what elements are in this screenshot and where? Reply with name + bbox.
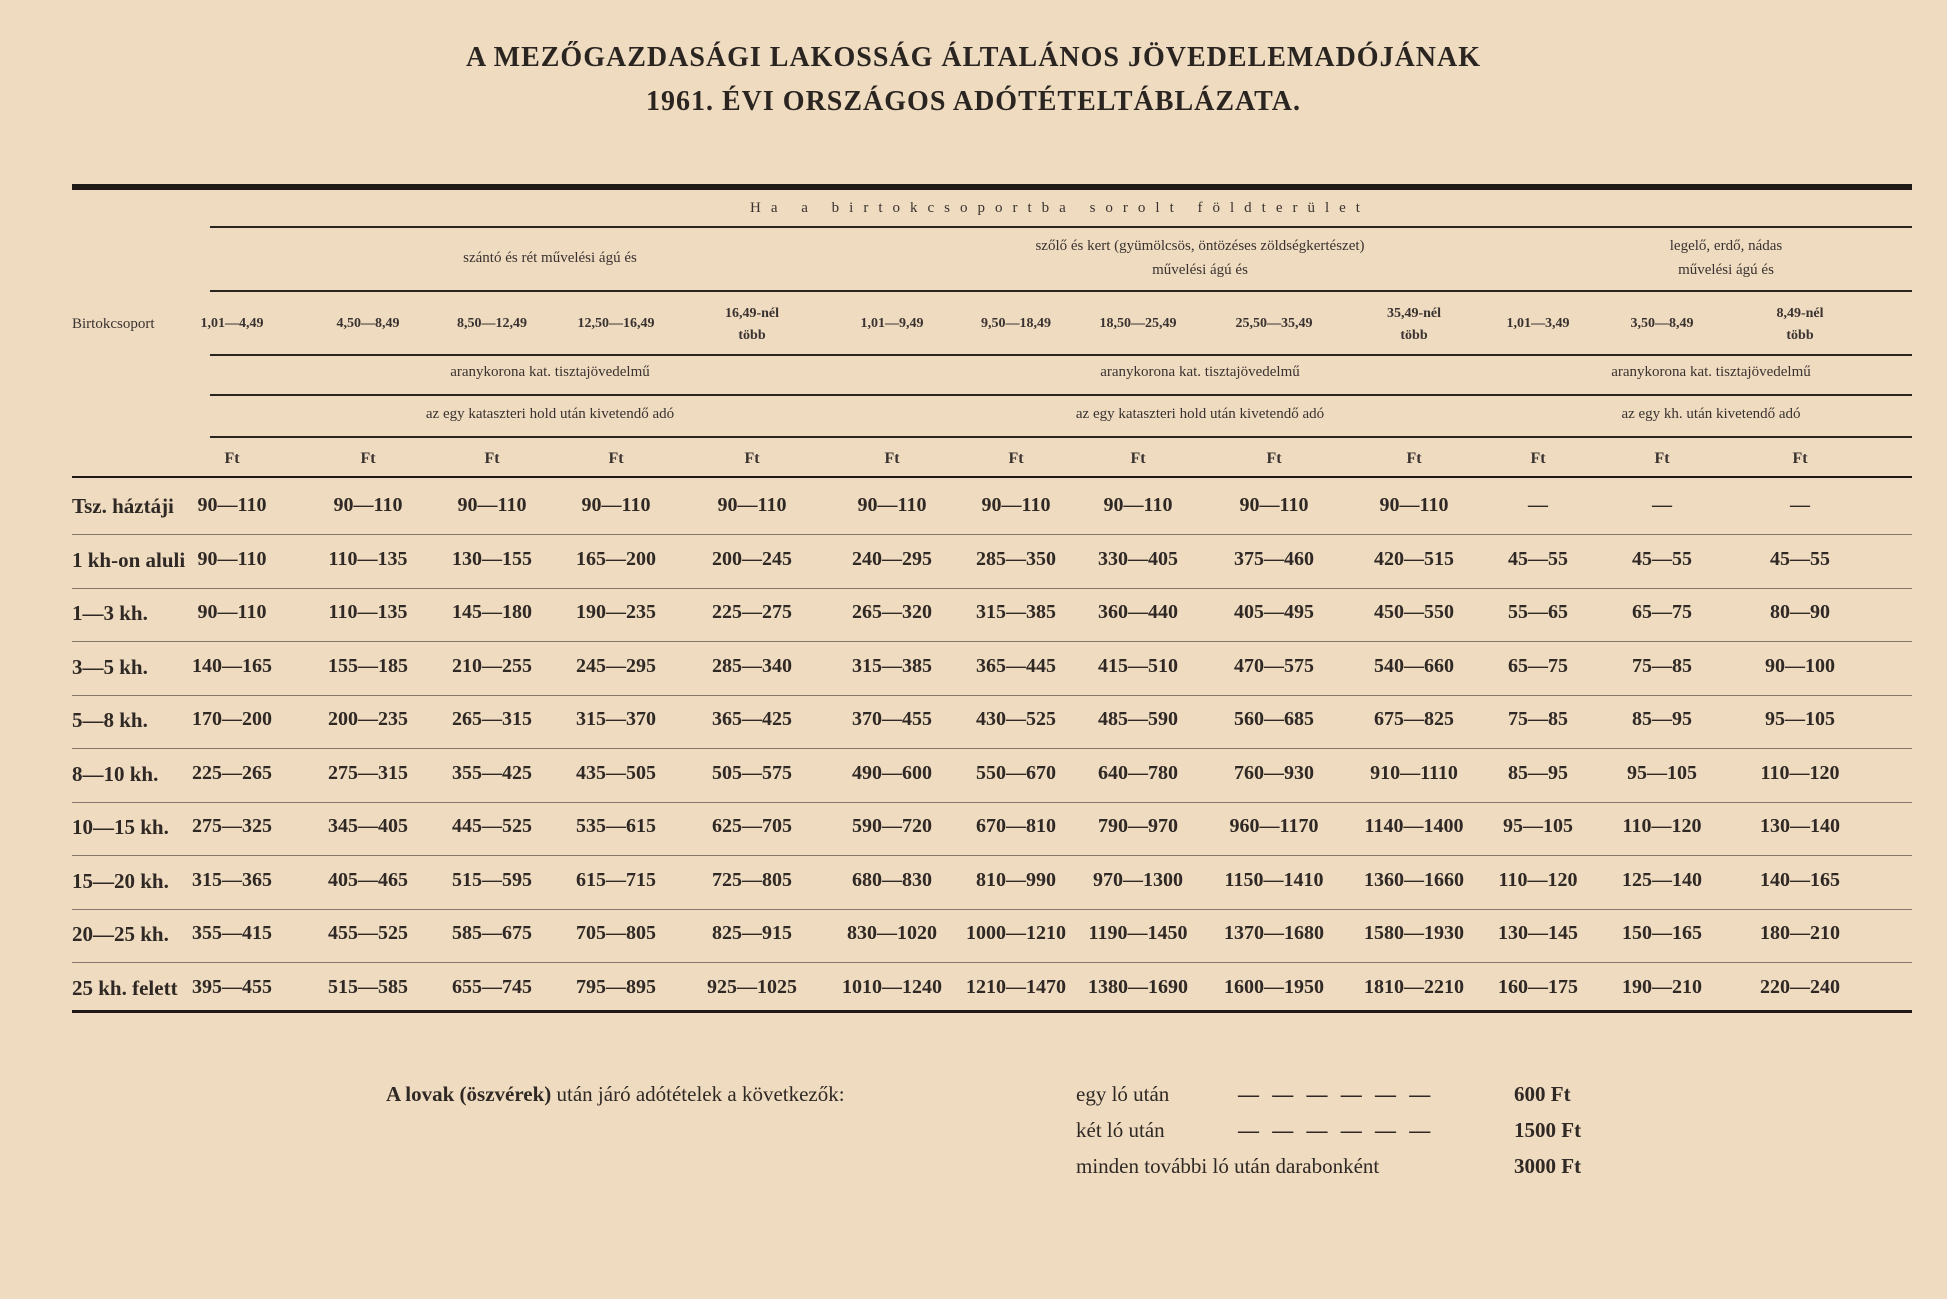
tax-cell: 150—165 — [1622, 922, 1702, 944]
tax-cell: 90—110 — [457, 494, 527, 516]
tax-cell: 140—165 — [1760, 868, 1840, 891]
tax-cell: 1580—1930 — [1364, 922, 1464, 944]
tax-cell: 240—295 — [852, 547, 932, 570]
tax-cell: 1370—1680 — [1224, 922, 1324, 944]
range-header-line1: 35,49-nél — [1386, 306, 1442, 321]
tax-cell: 370—455 — [852, 708, 932, 730]
tax-cell: 265—320 — [852, 601, 932, 623]
tax-cell: 190—235 — [576, 601, 656, 623]
tax-cell: 90—110 — [857, 494, 927, 516]
tax-cell: 445—525 — [452, 815, 532, 837]
tax-cell: 165—200 — [576, 547, 656, 570]
tax-cell: 90—110 — [1103, 494, 1173, 516]
tax-cell: 200—245 — [712, 547, 792, 570]
unit-label: Ft — [1406, 450, 1422, 467]
group1-title: szántó és rét művelési ágú és — [463, 250, 637, 266]
row-label: 25 kh. felett — [72, 975, 178, 1000]
tax-cell: 90—110 — [981, 494, 1051, 516]
tax-cell: 615—715 — [576, 868, 656, 891]
range-header: 18,50—25,49 — [1099, 316, 1177, 331]
row-label: 5—8 kh. — [72, 708, 148, 732]
tax-cell: 95—105 — [1765, 708, 1835, 730]
row-label: 3—5 kh. — [72, 654, 148, 679]
unit-label: Ft — [484, 450, 500, 467]
tax-cell: 90—110 — [1379, 494, 1449, 516]
tax-cell: 110—135 — [328, 601, 408, 623]
horses-intro-bold1: A lovak — [386, 1082, 455, 1106]
horses-intro-bold2: (öszvérek) — [459, 1082, 552, 1106]
tax-cell: 45—55 — [1770, 547, 1830, 570]
horse-item-amount: 600 Ft — [1514, 1082, 1571, 1106]
range-header-line2: több — [1786, 328, 1814, 343]
tax-cell: 180—210 — [1760, 922, 1840, 944]
group3-title-line2: művelési ágú és — [1678, 262, 1774, 278]
tax-cell: 405—465 — [328, 868, 408, 891]
tax-cell: 540—660 — [1374, 654, 1454, 677]
tax-cell: 590—720 — [852, 815, 932, 837]
horse-item-amount: 1500 Ft — [1514, 1118, 1582, 1142]
horse-item-label: két ló után — [1076, 1118, 1165, 1142]
tax-cell: 910—1110 — [1370, 761, 1458, 784]
range-header: 8,50—12,49 — [457, 316, 527, 331]
header-top: Ha a birtokcsoportba sorolt földterület — [750, 200, 1370, 216]
tax-cell: 80—90 — [1770, 601, 1830, 623]
tax-cell: 825—915 — [712, 922, 792, 944]
tax-cell: 90—100 — [1765, 654, 1835, 677]
horse-item-amount: 3000 Ft — [1514, 1154, 1582, 1178]
unit-label: Ft — [360, 450, 376, 467]
tax-cell: 315—385 — [852, 654, 932, 677]
range-header: 4,50—8,49 — [336, 316, 400, 331]
document-title-line1: A MEZŐGAZDASÁGI LAKOSSÁG ÁLTALÁNOS JÖVEDELEMADÓJÁNAK — [465, 42, 1482, 73]
unit-label: Ft — [1792, 450, 1808, 467]
tax-cell: 130—145 — [1498, 922, 1578, 944]
tax-cell: 315—370 — [576, 708, 656, 730]
row-divider — [72, 695, 1912, 696]
tax-cell: 670—810 — [976, 815, 1056, 837]
tax-cell: 130—155 — [452, 547, 532, 570]
tax-cell: 75—85 — [1632, 654, 1692, 677]
tax-label-1: az egy kataszteri hold után kivetendő adó — [425, 406, 675, 422]
tax-cell: 550—670 — [976, 761, 1056, 784]
tax-cell: 225—275 — [712, 601, 792, 623]
tax-cell: 960—1170 — [1229, 815, 1319, 837]
row-divider — [72, 962, 1912, 963]
unit-label: Ft — [1266, 450, 1282, 467]
tax-cell: 210—255 — [452, 654, 532, 677]
unit-label: Ft — [744, 450, 760, 467]
tax-cell: 85—95 — [1508, 761, 1568, 784]
tax-cell: 160—175 — [1498, 975, 1578, 998]
row-divider — [72, 909, 1912, 910]
tax-cell: 830—1020 — [847, 922, 937, 944]
tax-cell: 65—75 — [1632, 601, 1692, 623]
tax-cell: 225—265 — [192, 761, 272, 784]
tax-cell: 90—110 — [581, 494, 651, 516]
tax-cell: 90—110 — [717, 494, 787, 516]
tax-cell: 810—990 — [976, 868, 1056, 891]
tax-cell: 315—365 — [192, 868, 272, 891]
row-divider — [72, 641, 1912, 642]
row-label: 1—3 kh. — [72, 601, 148, 625]
header-rule-2 — [210, 290, 1912, 292]
horses-intro-rest: után járó adótételek a következők: — [556, 1082, 845, 1106]
tax-cell: 970—1300 — [1093, 868, 1183, 891]
tax-cell: 140—165 — [192, 654, 272, 677]
range-header: 3,50—8,49 — [1630, 316, 1694, 331]
tax-cell: 90—110 — [1239, 494, 1309, 516]
tax-cell: 85—95 — [1632, 708, 1692, 730]
tax-cell: 170—200 — [192, 708, 272, 730]
tax-cell: 790—970 — [1098, 815, 1178, 837]
tax-cell: 345—405 — [328, 815, 408, 837]
range-header: 25,50—35,49 — [1235, 316, 1313, 331]
horses-intro — [386, 1082, 845, 1107]
tax-cell: 200—235 — [328, 708, 408, 730]
tax-cell: 560—685 — [1234, 708, 1314, 730]
row-label: 10—15 kh. — [72, 815, 169, 839]
ak-label-3: aranykorona kat. tisztajövedelmű — [1611, 364, 1811, 380]
tax-cell: 435—505 — [576, 761, 656, 784]
tax-cell: 90—110 — [197, 601, 267, 623]
tax-cell: 485—590 — [1098, 708, 1178, 730]
tax-cell: 1210—1470 — [966, 975, 1066, 998]
tax-cell: 405—495 — [1234, 601, 1314, 623]
row-label: 15—20 kh. — [72, 868, 169, 893]
tax-cell: 925—1025 — [707, 975, 797, 998]
tax-cell: 795—895 — [576, 975, 656, 998]
tax-cell: 1140—1400 — [1364, 815, 1464, 837]
tax-cell: 505—575 — [712, 761, 792, 784]
horse-item-dashes: — — — — — — — [1238, 1082, 1435, 1106]
tax-cell: 470—575 — [1234, 654, 1314, 677]
tax-cell: 1000—1210 — [966, 922, 1066, 944]
row-label: Tsz. háztáji — [72, 494, 174, 518]
tax-cell: 625—705 — [712, 815, 792, 837]
tax-cell: 130—140 — [1760, 815, 1840, 837]
tax-cell: 725—805 — [712, 868, 792, 891]
range-header: 12,50—16,49 — [577, 316, 655, 331]
tax-cell: 90—110 — [197, 494, 267, 516]
group3-title-line1: legelő, erdő, nádas — [1669, 238, 1783, 254]
unit-label: Ft — [884, 450, 900, 467]
unit-label: Ft — [1654, 450, 1670, 467]
tax-cell: 375—460 — [1234, 547, 1314, 570]
tax-cell: 220—240 — [1760, 975, 1840, 998]
range-header-line1: 16,49-nél — [724, 306, 780, 321]
row-divider — [72, 534, 1912, 535]
tax-cell: 1360—1660 — [1364, 868, 1464, 891]
tax-cell: 680—830 — [852, 868, 932, 891]
ak-label-2: aranykorona kat. tisztajövedelmű — [1100, 364, 1300, 380]
tax-cell: 90—110 — [333, 494, 403, 516]
tax-cell: 365—445 — [976, 654, 1056, 677]
range-header: 1,01—9,49 — [860, 316, 924, 331]
tax-cell: 190—210 — [1622, 975, 1702, 998]
tax-cell: 275—325 — [192, 815, 272, 837]
tax-cell: 450—550 — [1374, 601, 1454, 623]
tax-cell: 155—185 — [328, 654, 408, 677]
horse-item-dashes: — — — — — — — [1238, 1118, 1435, 1142]
tax-cell: 355—415 — [192, 922, 272, 944]
tax-cell: 675—825 — [1374, 708, 1454, 730]
tax-cell: — — [1528, 494, 1548, 516]
tax-cell: — — [1790, 494, 1810, 516]
tax-cell: 55—65 — [1508, 601, 1568, 623]
header-rule-5 — [210, 436, 1912, 438]
tax-cell: 655—745 — [452, 975, 532, 998]
horse-item-label: egy ló után — [1076, 1082, 1170, 1106]
row-label: 20—25 kh. — [72, 922, 169, 946]
tax-cell: 95—105 — [1627, 761, 1697, 784]
row-divider — [72, 855, 1912, 856]
tax-cell: 275—315 — [328, 761, 408, 784]
tax-cell: 110—120 — [1498, 868, 1578, 891]
tax-cell: 1010—1240 — [842, 975, 942, 998]
birtokcsoport-label: Birtokcsoport — [72, 316, 155, 332]
tax-cell: 420—515 — [1374, 547, 1454, 570]
row-label: 8—10 kh. — [72, 761, 159, 786]
unit-label: Ft — [608, 450, 624, 467]
table-bottom-rule — [72, 1010, 1912, 1013]
tax-cell: 640—780 — [1098, 761, 1178, 784]
range-header: 1,01—4,49 — [200, 316, 264, 331]
unit-label: Ft — [224, 450, 240, 467]
tax-cell: — — [1652, 494, 1672, 516]
tax-cell: 110—120 — [1622, 815, 1702, 837]
tax-cell: 365—425 — [712, 708, 792, 730]
tax-cell: 760—930 — [1234, 761, 1314, 784]
tax-cell: 515—595 — [452, 868, 532, 891]
row-divider — [72, 748, 1912, 749]
range-header-line2: több — [1400, 328, 1428, 343]
header-rule-1 — [210, 226, 1912, 228]
tax-cell: 90—110 — [197, 547, 267, 570]
tax-cell: 95—105 — [1503, 815, 1573, 837]
tax-cell: 110—120 — [1760, 761, 1840, 784]
tax-cell: 245—295 — [576, 654, 656, 677]
group2-title-line2: művelési ágú és — [1152, 262, 1248, 278]
horse-item-label: minden további ló után darabonként — [1076, 1154, 1380, 1178]
tax-cell: 585—675 — [452, 922, 532, 944]
tax-cell: 285—350 — [976, 547, 1056, 570]
range-header: 1,01—3,49 — [1506, 316, 1570, 331]
tax-cell: 75—85 — [1508, 708, 1568, 730]
document-title-line2: 1961. ÉVI ORSZÁGOS ADÓTÉTELTÁBLÁZATA. — [646, 86, 1301, 117]
unit-label: Ft — [1130, 450, 1146, 467]
tax-cell: 45—55 — [1508, 547, 1568, 570]
tax-cell: 110—135 — [328, 547, 408, 570]
tax-cell: 1600—1950 — [1224, 975, 1324, 998]
tax-cell: 145—180 — [452, 601, 532, 623]
row-divider — [72, 802, 1912, 803]
unit-label: Ft — [1530, 450, 1546, 467]
tax-cell: 395—455 — [192, 975, 272, 998]
range-header-line1: 8,49-nél — [1776, 306, 1824, 321]
tax-cell: 1810—2210 — [1364, 975, 1464, 998]
ak-label-1: aranykorona kat. tisztajövedelmű — [450, 364, 650, 380]
tax-cell: 45—55 — [1632, 547, 1692, 570]
tax-cell: 430—525 — [976, 708, 1056, 730]
tax-cell: 125—140 — [1622, 868, 1702, 891]
top-rule — [72, 184, 1912, 190]
tax-cell: 535—615 — [576, 815, 656, 837]
tax-cell: 285—340 — [712, 654, 792, 677]
tax-cell: 1150—1410 — [1224, 868, 1324, 891]
tax-cell: 515—585 — [328, 975, 408, 998]
header-bottom-rule — [72, 476, 1912, 478]
range-header: 9,50—18,49 — [981, 316, 1051, 331]
tax-cell: 1380—1690 — [1088, 975, 1188, 998]
header-rule-4 — [210, 394, 1912, 396]
tax-cell: 705—805 — [576, 922, 656, 944]
tax-label-3: az egy kh. után kivetendő adó — [1621, 406, 1801, 422]
unit-label: Ft — [1008, 450, 1024, 467]
tax-cell: 265—315 — [452, 708, 532, 730]
tax-label-2: az egy kataszteri hold után kivetendő adó — [1075, 406, 1325, 422]
tax-cell: 490—600 — [852, 761, 932, 784]
range-header-line2: több — [738, 328, 766, 343]
tax-cell: 315—385 — [976, 601, 1056, 623]
tax-cell: 1190—1450 — [1088, 922, 1188, 944]
row-label: 1 kh-on aluli — [72, 547, 186, 572]
tax-cell: 415—510 — [1098, 654, 1178, 677]
group2-title-line1: szőlő és kert (gyümölcsös, öntözéses zöldségkertészet) — [1035, 238, 1365, 254]
tax-cell: 355—425 — [452, 761, 532, 784]
tax-cell: 330—405 — [1098, 547, 1178, 570]
row-divider — [72, 588, 1912, 589]
tax-cell: 455—525 — [328, 922, 408, 944]
tax-cell: 360—440 — [1098, 601, 1178, 623]
header-rule-3 — [210, 354, 1912, 356]
tax-cell: 65—75 — [1508, 654, 1568, 677]
